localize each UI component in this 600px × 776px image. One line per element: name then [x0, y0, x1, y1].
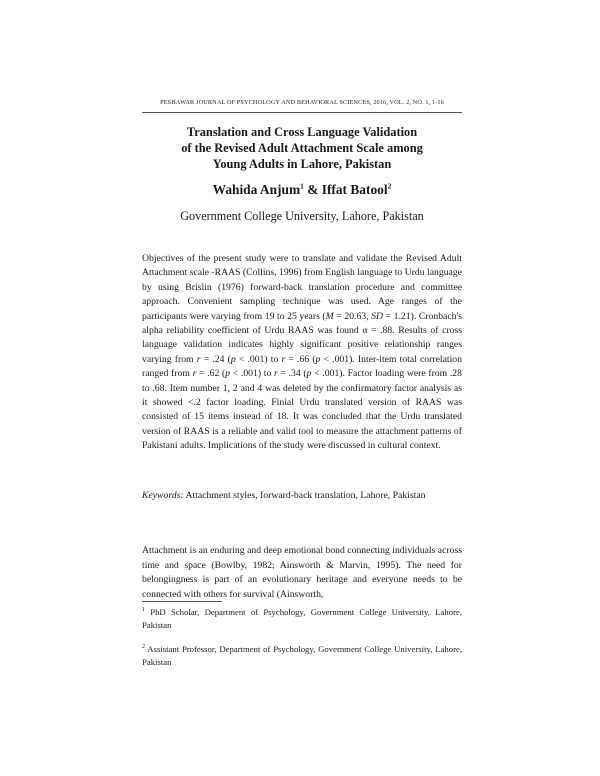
- abstract-text: < .001). Factor loading were from .28 to .68. Item number 1, 2 and 4 was deleted by the confirmatory factor analysis as it showed <.2 factor loading. Finial Urdu translated version of RAAS was consisted of 15 items instead of 18. It was concluded that the Urdu translated version of RAAS is a reliable and valid tool to measure the attachment patterns of Pakistani adults. Implications of the study were discussed in cultural context.: [142, 368, 462, 452]
- footnote-2: [142, 643, 462, 670]
- stat-symbol: SD: [371, 310, 384, 322]
- stat-symbol: r: [281, 353, 286, 365]
- title-line-3: Young Adults in Lahore, Pakistan: [212, 157, 392, 171]
- keywords-text: Attachment styles, forward-back translation, Lahore, Pakistan: [183, 490, 426, 501]
- title-line-1: Translation and Cross Language Validation: [186, 125, 418, 139]
- body-paragraph: Attachment is an enduring and deep emotional bond connecting individuals across time and space (Bowlby, 1982; Ainsworth & Marvin, 1995). The need for belongingness is part of an evolutionary heritage and everyone needs to be connected with others for survival (Ainsworth,: [142, 545, 462, 600]
- abstract-text: = .24 (: [200, 353, 231, 365]
- stat-symbol: M: [325, 310, 334, 322]
- author-list: [142, 182, 462, 198]
- footnote-2-text: Assistant Professor, Department of Psychology, Government College University, Lahore, Pakistan: [142, 644, 462, 668]
- abstract-text: < .001) to: [230, 368, 275, 380]
- footnote-1-mark: 1: [142, 607, 145, 614]
- abstract-text: = .62 (: [196, 368, 226, 380]
- affiliation: Government College University, Lahore, Pakistan: [180, 209, 424, 223]
- stat-symbol: r: [274, 368, 278, 380]
- footnote-2-mark: 2: [142, 644, 145, 651]
- author-2-mark: 2: [387, 181, 392, 191]
- author-2-name: Iffat Batool: [321, 182, 388, 197]
- abstract-text: < .001) to: [235, 353, 282, 365]
- abstract-text: = .34 (: [277, 368, 307, 380]
- author-separator: &: [303, 182, 322, 197]
- author-1-name: Wahida Anjum: [212, 182, 301, 197]
- keywords: [142, 489, 462, 503]
- abstract-text: = 20.63,: [333, 310, 372, 322]
- stat-symbol: p: [225, 368, 231, 380]
- footnote-rule: [142, 601, 222, 602]
- article-title: [142, 124, 462, 172]
- title-line-2: of the Revised Adult Attachment Scale among: [181, 141, 423, 155]
- abstract-text: < .001). Inter-item total correlation ranged from: [142, 353, 462, 380]
- author-1-mark: 1: [300, 181, 304, 191]
- stat-symbol: r: [196, 353, 201, 365]
- abstract-text: Objectives of the present study were to translate and validate the Revised Adult Attachment scale -RAAS (Collins, 1996) from English language to Urdu language by using Brislin (1976) forward-back translation procedure and committee approach. Convenient sampling technique was used. Age ranges of the participants were varying from 19 to 25 years (: [142, 253, 462, 322]
- abstract: [142, 252, 462, 454]
- running-head: PESHAWAR JOURNAL OF PSYCHOLOGY AND BEHAVIORAL SCIENCES, 2016, VOL. 2, NO. 1, 1-16: [160, 99, 444, 106]
- footnote-1-text: PhD Scholar, Department of Psychology, Government College University, Lahore, Pakistan: [142, 607, 462, 631]
- keywords-label: Keywords:: [142, 490, 184, 501]
- abstract-text: = 1.21). Cronbach's alpha reliability coefficient of Urdu RAAS was found α = .88. Results of cross language validation indicates highly significant positive relationship ranges varying from: [142, 310, 462, 365]
- abstract-text: = .66 (: [285, 353, 316, 365]
- header-rule: [142, 112, 462, 113]
- stat-symbol: p: [315, 353, 321, 365]
- footnote-1: [142, 606, 462, 633]
- stat-symbol: p: [230, 353, 236, 365]
- stat-symbol: p: [306, 368, 312, 380]
- stat-symbol: r: [192, 368, 197, 380]
